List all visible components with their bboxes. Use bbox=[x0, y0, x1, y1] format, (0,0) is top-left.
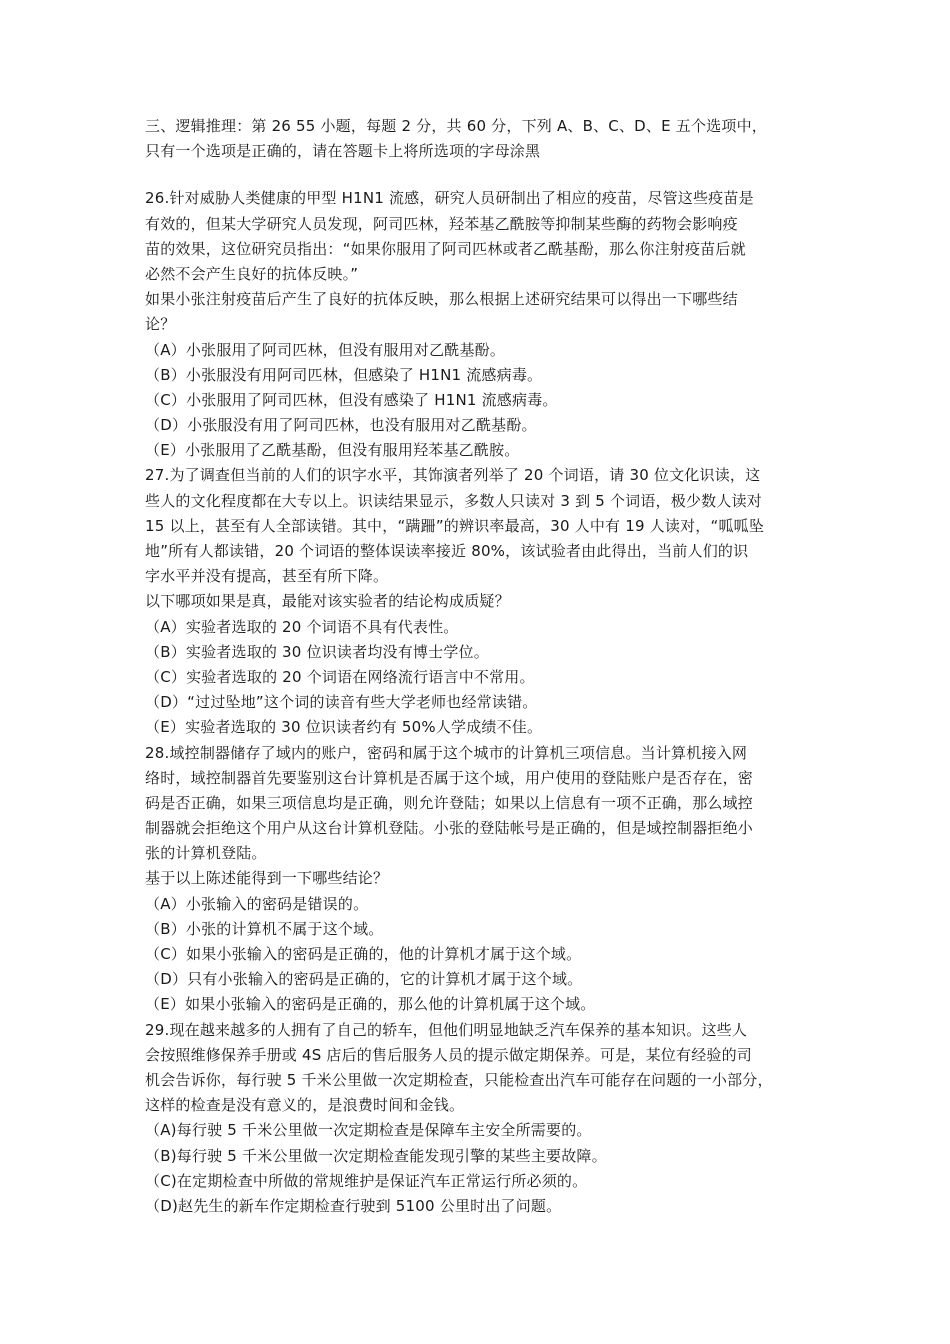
question-28-option-e: （E）如果小张输入的密码是正确的，那么他的计算机属于这个域。 bbox=[145, 995, 596, 1014]
question-29-text-line: 会按照维修保养手册或 4S 店后的售后服务人员的提示做定期保养。可是，某位有经验的司 bbox=[145, 1045, 753, 1064]
question-28-option-a: （A）小张输入的密码是错误的。 bbox=[145, 894, 369, 913]
question-27-prompt-line: 以下哪项如果是真，最能对该实验者的结论构成质疑？ bbox=[145, 592, 510, 611]
question-28-text-line: 码是否正确，如果三项信息均是正确，则允许登陆；如果以上信息有一项不正确，那么域控 bbox=[145, 793, 754, 812]
question-27 bbox=[145, 463, 813, 740]
question-28 bbox=[145, 741, 813, 1018]
question-28-option-b: （B）小张的计算机不属于这个域。 bbox=[145, 919, 384, 938]
question-26-prompt-line: 论？ bbox=[145, 315, 176, 334]
question-29-option-c: （C)在定期检查中所做的常规维护是保证汽车正常运行所必须的。 bbox=[145, 1171, 588, 1190]
question-27-text-line: 地”所有人都读错，20 个词语的整体误读率接近 80%，该试验者由此得出，当前人们的识 bbox=[145, 542, 749, 560]
question-27-text-line: 15 以上，甚至有人全部读错。其中，“蹒跚”的辨识率最高，30 人中有 19 人读对，“呱呱坠 bbox=[145, 516, 765, 535]
section-heading-line-2: 只有一个选项是正确的，请在答题卡上将所选项的字母涂黑 bbox=[145, 142, 541, 161]
question-27-option-e: （E）实验者选取的 30 位识读者约有 50%人学成绩不佳。 bbox=[145, 718, 543, 737]
question-26 bbox=[145, 186, 813, 463]
question-29-option-d: （D)赵先生的新车作定期检查行驶到 5100 公里时出了问题。 bbox=[145, 1196, 562, 1215]
document-content bbox=[145, 114, 813, 1219]
question-29-text-line: 这样的检查是没有意义的，是浪费时间和金钱。 bbox=[145, 1096, 465, 1115]
question-26-option-b: （B）小张服没有用阿司匹林，但感染了 H1N1 流感病毒。 bbox=[145, 365, 543, 384]
spacer bbox=[145, 164, 813, 186]
question-26-text-line: 有效的，但某大学研究人员发现，阿司匹林，羟苯基乙酰胺等抑制某些酶的药物会影响疫 bbox=[145, 214, 738, 233]
section-heading-line-1: 三、逻辑推理：第 26 55 小题，每题 2 分，共 60 分，下列 A、B、C、D、E 五个选项中， bbox=[145, 117, 767, 135]
question-28-text-line: 制器就会拒绝这个用户从这台计算机登陆。小张的登陆帐号是正确的，但是域控制器拒绝小 bbox=[145, 819, 754, 838]
question-29-text-line: 29.现在越来越多的人拥有了自己的轿车，但他们明显地缺乏汽车保养的基本知识。这些人 bbox=[145, 1020, 748, 1039]
question-26-option-e: （E）小张服用了乙酰基酚，但没有服用羟苯基乙酰胺。 bbox=[145, 441, 520, 460]
question-27-text-line: 字水平并没有提高，甚至有所下降。 bbox=[145, 567, 389, 586]
question-28-text-line: 络时，域控制器首先要鉴别这台计算机是否属于这个域，用户使用的登陆账户是否存在，密 bbox=[145, 768, 754, 787]
question-29-option-a: （A)每行驶 5 千米公里做一次定期检查是保障车主安全所需要的。 bbox=[145, 1121, 592, 1140]
question-28-text-line: 28.域控制器储存了域内的账户，密码和属于这个城市的计算机三项信息。当计算机接入网 bbox=[145, 743, 748, 762]
question-26-text-line: 苗的效果，这位研究员指出：“如果你服用了阿司匹林或者乙酰基酚，那么你注射疫苗后就 bbox=[145, 239, 746, 258]
question-26-option-d: （D）小张服没有用了阿司匹林，也没有服用对乙酰基酚。 bbox=[145, 416, 537, 435]
question-28-option-c: （C）如果小张输入的密码是正确的，他的计算机才属于这个域。 bbox=[145, 945, 582, 963]
question-26-prompt-line: 如果小张注射疫苗后产生了良好的抗体反映，那么根据上述研究结果可以得出一下哪些结 bbox=[145, 290, 738, 309]
question-28-text-line: 张的计算机登陆。 bbox=[145, 844, 267, 863]
question-27-text-line: 些人的文化程度都在大专以上。识读结果显示，多数人只读对 3 到 5 个词语，极少数人读对 bbox=[145, 491, 762, 510]
question-28-prompt-line: 基于以上陈述能得到一下哪些结论？ bbox=[145, 869, 389, 888]
question-27-option-c: （C）实验者选取的 20 个词语在网络流行语言中不常用。 bbox=[145, 667, 535, 686]
question-29 bbox=[145, 1018, 813, 1220]
question-29-option-b: （B)每行驶 5 千米公里做一次定期检查能发现引擎的某些主要故障。 bbox=[145, 1146, 607, 1165]
question-26-option-a: （A）小张服用了阿司匹林，但没有服用对乙酰基酚。 bbox=[145, 340, 506, 359]
question-28-option-d: （D）只有小张输入的密码是正确的，它的计算机才属于这个域。 bbox=[145, 970, 583, 989]
question-27-option-d: （D）“过过坠地”这个词的读音有些大学老师也经常读错。 bbox=[145, 693, 538, 712]
question-27-option-a: （A）实验者选取的 20 个词语不具有代表性。 bbox=[145, 617, 459, 636]
question-26-text-line: 26.针对威胁人类健康的甲型 H1N1 流感，研究人员研制出了相应的疫苗，尽管这些疫苗是 bbox=[145, 189, 754, 208]
question-26-text-line: 必然不会产生良好的抗体反映。” bbox=[145, 264, 359, 283]
question-26-option-c: （C）小张服用了阿司匹林，但没有感染了 H1N1 流感病毒。 bbox=[145, 390, 558, 409]
question-27-text-line: 27.为了调查但当前的人们的识字水平，其饰演者列举了 20 个词语，请 30 位文化识读，这 bbox=[145, 466, 761, 485]
section-instructions bbox=[145, 114, 813, 164]
question-29-text-line: 机会告诉你，每行驶 5 千米公里做一次定期检查，只能检查出汽车可能存在问题的一小部分， bbox=[145, 1070, 773, 1089]
question-27-option-b: （B）实验者选取的 30 位识读者均没有博士学位。 bbox=[145, 642, 489, 661]
